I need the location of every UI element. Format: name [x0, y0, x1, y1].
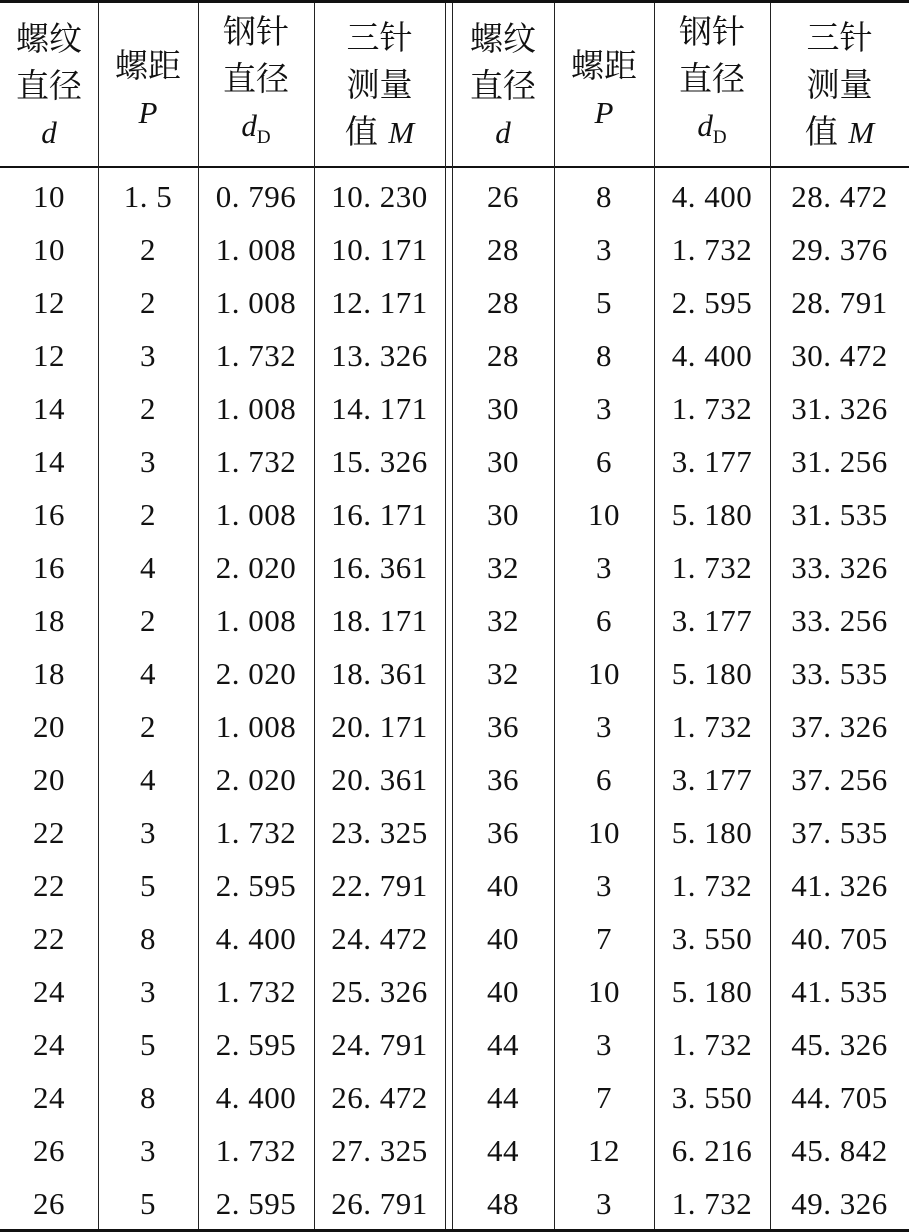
table-cell: 44: [487, 1133, 519, 1169]
table-cell: 1. 732: [215, 443, 297, 479]
table-cell: 30: [487, 496, 519, 532]
table-cell: 6. 216: [671, 1133, 753, 1169]
table-cell: 2. 020: [215, 655, 297, 691]
header-label: 测量: [806, 65, 873, 104]
table-cell: 32: [487, 549, 519, 585]
table-cell: 20. 361: [331, 762, 428, 798]
table-cell: 1. 008: [215, 709, 297, 744]
table-cell: 48: [487, 1186, 519, 1222]
column-header: [654, 12, 770, 155]
table-cell: 2: [140, 231, 156, 267]
table-cell: 3: [140, 443, 156, 479]
table-cell: 1. 732: [671, 868, 753, 904]
table-cell: 30: [487, 443, 519, 479]
table-cell: 2: [140, 496, 156, 532]
table-cell: 26. 472: [331, 1080, 428, 1116]
table-cell: 28: [487, 337, 519, 373]
table-cell: 3. 177: [671, 762, 753, 798]
header-divider: [0, 166, 909, 168]
header-symbol: 值 M: [804, 112, 875, 151]
table-cell: 18. 361: [331, 655, 428, 691]
header-symbol: $d_D$: [241, 108, 271, 149]
table-cell: 2. 020: [215, 762, 297, 798]
header-symbol: $d_D$: [697, 108, 727, 149]
table-cell: 12. 171: [331, 284, 428, 320]
table-cell: 40: [487, 974, 519, 1010]
table-cell: 24: [33, 974, 65, 1010]
table-cell: 16: [33, 496, 65, 532]
table-cell: 2: [140, 390, 156, 426]
column-header: [0, 15, 98, 155]
table-cell: 14: [33, 443, 65, 479]
header-symbol: P: [594, 95, 614, 130]
table-cell: 3: [140, 815, 156, 851]
table-cell: 26: [487, 178, 519, 214]
table-cell: 36: [487, 709, 519, 744]
table-cell: 20. 171: [331, 709, 428, 744]
table-cell: 1. 732: [671, 231, 753, 267]
table-cell: 6: [596, 762, 612, 798]
table-cell: 16. 171: [331, 496, 428, 532]
table-cell: 5: [140, 1027, 156, 1063]
table-cell: 3. 177: [671, 602, 753, 638]
table-cell: 10. 171: [331, 231, 428, 267]
table-cell: 31. 535: [791, 496, 888, 532]
table-cell: 37. 326: [791, 709, 888, 744]
header-label: 直径: [470, 65, 536, 105]
table-cell: 25. 326: [331, 974, 428, 1010]
table-cell: 41. 535: [791, 974, 888, 1010]
table-cell: 3: [140, 974, 156, 1010]
table-cell: 2: [140, 602, 156, 638]
table-cell: 2. 595: [215, 1186, 297, 1222]
table-cell: 30. 472: [791, 337, 888, 373]
table-cell: 22: [33, 868, 65, 904]
table-cell: 44: [487, 1080, 519, 1116]
table-cell: 32: [487, 602, 519, 638]
table-cell: 1. 5: [123, 178, 173, 214]
column-header: [770, 15, 909, 155]
table-cell: 2. 595: [215, 868, 297, 904]
table-cell: 37. 535: [791, 815, 888, 851]
table-cell: 45. 842: [791, 1133, 888, 1169]
column-header: [452, 15, 554, 155]
table-cell: 5: [596, 284, 612, 320]
table-cell: 3: [596, 1186, 612, 1222]
table-cell: 29. 376: [791, 231, 888, 267]
table-cell: 3. 550: [671, 1080, 753, 1116]
table-cell: 12: [33, 284, 65, 320]
table-cell: 1. 732: [671, 709, 753, 744]
table-cell: 5: [140, 868, 156, 904]
table-cell: 45. 326: [791, 1027, 888, 1063]
header-label: 直径: [16, 65, 82, 105]
column-header: [198, 12, 314, 155]
table-cell: 10: [33, 231, 65, 267]
table-cell: 2. 595: [671, 284, 753, 320]
table-cell: 23. 325: [331, 815, 428, 851]
header-label: 螺距: [115, 46, 181, 85]
table-cell: 49. 326: [791, 1186, 888, 1222]
table-cell: 8: [140, 921, 156, 957]
table-cell: 33. 326: [791, 549, 888, 585]
table-cell: 5. 180: [671, 655, 753, 691]
table-cell: 4: [140, 549, 156, 585]
table-cell: 44: [487, 1027, 519, 1063]
table-cell: 20: [33, 762, 65, 798]
table-cell: 20: [33, 709, 65, 744]
table-cell: 3: [596, 549, 612, 585]
table-cell: 1. 732: [215, 337, 297, 373]
table-cell: 18. 171: [331, 602, 428, 638]
table-cell: 28: [487, 231, 519, 267]
table-cell: 33. 535: [791, 655, 888, 691]
table-cell: 14: [33, 390, 65, 426]
table-cell: 22. 791: [331, 868, 428, 904]
table-cell: 8: [140, 1080, 156, 1116]
table-cell: 3: [140, 1133, 156, 1169]
table-cell: 33. 256: [791, 602, 888, 638]
table-cell: 3: [140, 337, 156, 373]
table-cell: 1. 732: [215, 974, 297, 1010]
table-cell: 7: [596, 1080, 612, 1116]
table-cell: 1. 008: [215, 496, 297, 532]
header-label: 钢针: [679, 12, 745, 52]
table-cell: 28. 791: [791, 284, 888, 320]
table-cell: 1. 732: [671, 1186, 753, 1222]
column-header: [314, 15, 445, 155]
table-cell: 10: [33, 178, 65, 214]
table-cell: 8: [596, 337, 612, 373]
header-label: 直径: [223, 59, 289, 99]
table-cell: 3: [596, 868, 612, 904]
table-cell: 2. 020: [215, 549, 297, 585]
table-cell: 16: [33, 549, 65, 585]
table-cell: 24: [33, 1080, 65, 1116]
table-cell: 0. 796: [215, 178, 297, 214]
table-cell: 5. 180: [671, 496, 753, 532]
header-label: 螺距: [571, 46, 637, 85]
table-cell: 14. 171: [331, 390, 428, 426]
table-cell: 6: [596, 443, 612, 479]
table-cell: 4. 400: [671, 337, 753, 373]
table-cell: 3. 177: [671, 443, 753, 479]
table-cell: 31. 256: [791, 443, 888, 479]
table-cell: 26: [33, 1186, 65, 1222]
table-cell: 10. 230: [331, 178, 428, 214]
table-cell: 5. 180: [671, 815, 753, 851]
header-symbol: d: [495, 114, 511, 150]
table-cell: 12: [588, 1133, 620, 1169]
table-cell: 2: [140, 709, 156, 744]
header-label: 钢针: [223, 12, 289, 52]
table-cell: 1. 732: [215, 815, 297, 851]
header-symbol: d: [41, 114, 57, 150]
table-cell: 27. 325: [331, 1133, 428, 1169]
header-label: 测量: [346, 65, 413, 104]
table-cell: 1. 732: [671, 390, 753, 426]
table-cell: 41. 326: [791, 868, 888, 904]
column-header: [98, 39, 198, 139]
table-cell: 4: [140, 762, 156, 798]
table-cell: 10: [588, 496, 620, 532]
table-cell: 28: [487, 284, 519, 320]
table-cell: 6: [596, 602, 612, 638]
table-cell: 30: [487, 390, 519, 426]
table-cell: 12: [33, 337, 65, 373]
table-cell: 4. 400: [671, 178, 753, 214]
header-label: 三针: [346, 18, 413, 57]
table-cell: 18: [33, 602, 65, 638]
header-label: 螺纹: [16, 18, 82, 58]
column-header: [554, 39, 654, 139]
table-cell: 18: [33, 655, 65, 691]
table-cell: 36: [487, 762, 519, 798]
half-divider-left: [445, 3, 446, 1229]
table-cell: 44. 705: [791, 1080, 888, 1116]
table-cell: 22: [33, 815, 65, 851]
table-cell: 1. 732: [671, 549, 753, 585]
table-cell: 10: [588, 974, 620, 1010]
table-cell: 24. 791: [331, 1027, 428, 1063]
table-cell: 24. 472: [331, 921, 428, 957]
table-cell: 32: [487, 655, 519, 691]
table-cell: 40: [487, 921, 519, 957]
header-label: 三针: [806, 18, 873, 57]
table-cell: 1. 008: [215, 390, 297, 426]
table-cell: 28. 472: [791, 178, 888, 214]
table-cell: 3: [596, 390, 612, 426]
table-cell: 3: [596, 709, 612, 744]
table-cell: 36: [487, 815, 519, 851]
table-cell: 10: [588, 655, 620, 691]
table-cell: 15. 326: [331, 443, 428, 479]
table-cell: 16. 361: [331, 549, 428, 585]
table-cell: 4. 400: [215, 921, 297, 957]
table-cell: 3. 550: [671, 921, 753, 957]
table-cell: 5: [140, 1186, 156, 1222]
table-cell: 4. 400: [215, 1080, 297, 1116]
table-cell: 3: [596, 231, 612, 267]
table-cell: 7: [596, 921, 612, 957]
table-cell: 26. 791: [331, 1186, 428, 1222]
table-cell: 2. 595: [215, 1027, 297, 1063]
table-cell: 5. 180: [671, 974, 753, 1010]
table-cell: 37. 256: [791, 762, 888, 798]
table-cell: 13. 326: [331, 337, 428, 373]
header-label: 直径: [679, 59, 745, 99]
header-symbol: P: [138, 95, 158, 130]
table-cell: 4: [140, 655, 156, 691]
table-cell: 8: [596, 178, 612, 214]
table-cell: 1. 732: [671, 1027, 753, 1063]
table-cell: 1. 008: [215, 284, 297, 320]
table-cell: 24: [33, 1027, 65, 1063]
table-cell: 1. 008: [215, 602, 297, 638]
table-cell: 1. 732: [215, 1133, 297, 1169]
header-symbol: 值 M: [344, 112, 415, 151]
table-cell: 1. 008: [215, 231, 297, 267]
header-label: 螺纹: [470, 18, 536, 58]
table-cell: 31. 326: [791, 390, 888, 426]
table-cell: 10: [588, 815, 620, 851]
table-cell: 26: [33, 1133, 65, 1169]
table-cell: 3: [596, 1027, 612, 1063]
table-cell: 40: [487, 868, 519, 904]
table-cell: 22: [33, 921, 65, 957]
table-cell: 2: [140, 284, 156, 320]
table-cell: 40. 705: [791, 921, 888, 957]
